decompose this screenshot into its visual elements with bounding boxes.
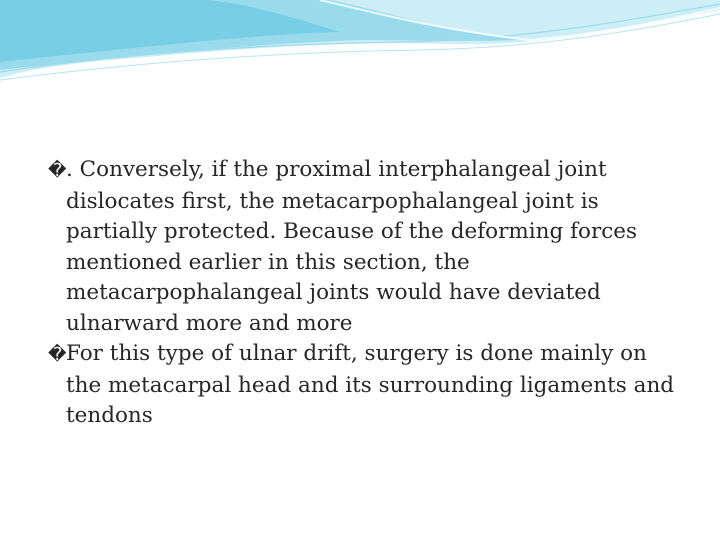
bullet-marker-icon: � [48,160,67,181]
slide-body [48,155,688,432]
header-wave-decoration [0,0,720,90]
bullet-item-2 [48,339,688,432]
bullet-text: For this type of ulnar drift, surgery is done mainly on the metacarpal head and its surrounding ligaments and tendons [66,341,675,428]
bullet-text: . Conversely, if the proximal interphalangeal joint dislocates first, the metacarpophalangeal joint is partially protected. Because of the deforming forces mentioned earlier in this section, the metacarpophalangeal joints would have deviated ulnarward more and more [66,157,638,336]
bullet-item-1 [48,155,688,339]
bullet-marker-icon: � [48,344,67,365]
